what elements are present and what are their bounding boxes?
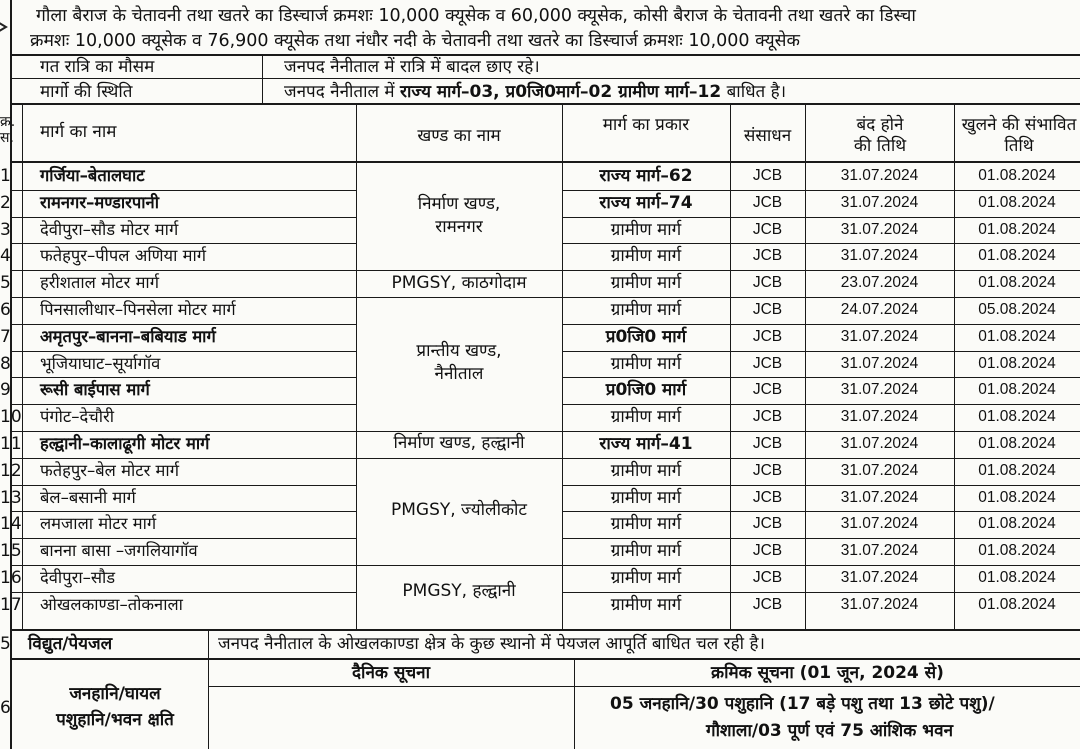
row-resource: JCB xyxy=(752,595,783,613)
arrow-marker-icon xyxy=(0,17,14,37)
division-location: नैनीताल xyxy=(434,364,484,384)
row-road-name: गर्जिया–बेतालघाट xyxy=(40,166,145,185)
rule xyxy=(10,629,1080,631)
row-open-date: 01.08.2024 xyxy=(978,488,1056,506)
row-rule xyxy=(562,485,1080,486)
row-serial: 11 xyxy=(0,434,22,454)
row-resource: JCB xyxy=(752,542,783,560)
row-closed-date: 31.07.2024 xyxy=(840,461,919,479)
road-status-text: जनपद नैनीताल में xyxy=(284,82,401,102)
row-serial: 12 xyxy=(0,460,22,481)
row-open-date: 01.08.2024 xyxy=(978,569,1056,586)
road-status-bold-text: राज्य मार्ग–03, प्र0जि0मार्ग–02 ग्रामीण मार्ग–12 xyxy=(400,82,722,102)
cumulative-info-line-2: गौशाला/03 पूर्ण एवं 75 आंशिक भवन xyxy=(706,721,954,741)
row-rule xyxy=(10,565,1080,566)
row-road-type: राज्य मार्ग–41 xyxy=(599,434,693,454)
row-road-name: देवीपुरा–सौड मोटर मार्ग xyxy=(40,219,179,239)
division-name: PMGSY, ज्योलीकोट xyxy=(390,500,528,521)
rule xyxy=(10,103,1080,105)
row-closed-date: 23.07.2024 xyxy=(840,274,919,292)
row-road-type: ग्रामीण मार्ग xyxy=(610,300,682,320)
row-road-type: ग्रामीण मार्ग xyxy=(610,594,682,615)
row-open-date: 05.08.2024 xyxy=(978,301,1056,318)
row-resource: JCB xyxy=(752,435,783,452)
road-status-value xyxy=(284,84,786,101)
row-rule xyxy=(10,270,1080,271)
rule xyxy=(208,630,209,749)
row-rule xyxy=(10,431,1080,432)
road-status-label: मार्गो की स्थिति xyxy=(40,82,133,102)
row-closed-date: 31.07.2024 xyxy=(840,220,919,238)
row-rule xyxy=(10,511,356,512)
row-road-name: पिनसालीधार–पिनसेला मोटर मार्ग xyxy=(40,300,236,319)
row-road-type: ग्रामीण मार्ग xyxy=(610,541,682,562)
row-road-type: प्र0जि0 मार्ग xyxy=(605,380,687,401)
row-closed-date: 31.07.2024 xyxy=(840,515,919,533)
row-resource: JCB xyxy=(752,167,783,184)
rule xyxy=(10,54,1080,56)
row-open-date: 01.08.2024 xyxy=(978,327,1056,345)
row-rule xyxy=(10,458,1080,459)
row-road-type: ग्रामीण मार्ग xyxy=(610,219,682,240)
casualty-label-line-2: पशुहानि/भवन क्षति xyxy=(56,710,174,730)
row-rule xyxy=(10,243,356,244)
row-serial: 10 xyxy=(0,407,22,428)
road-status-text-end: बाधित है। xyxy=(721,82,787,102)
row-open-date: 01.08.2024 xyxy=(978,515,1056,533)
row-rule xyxy=(10,217,356,218)
row-rule xyxy=(10,297,1080,298)
rule xyxy=(10,161,1080,163)
row-serial: 5 xyxy=(0,273,11,294)
row-serial: 13 xyxy=(0,487,22,508)
header-road-name: मार्ग का नाम xyxy=(40,122,117,142)
row-rule xyxy=(10,485,356,486)
row-serial: 9 xyxy=(0,380,11,401)
row-road-type: ग्रामीण मार्ग xyxy=(610,246,682,267)
row-rule xyxy=(10,351,356,352)
row-closed-date: 31.07.2024 xyxy=(840,435,919,452)
row-serial: 4 xyxy=(0,246,11,267)
row-resource: JCB xyxy=(752,247,783,265)
row-road-type: ग्रामीण मार्ग xyxy=(610,514,682,535)
weather-label: गत रात्रि का मौसम xyxy=(40,57,155,77)
cumulative-info-header: क्रमिक सूचना (01 जून, 2024 से) xyxy=(711,663,944,683)
header-serial-number: क्र. स. xyxy=(0,114,16,146)
rule xyxy=(262,55,263,104)
row-rule xyxy=(10,592,356,593)
row-open-date: 01.08.2024 xyxy=(978,435,1056,452)
row-closed-date: 31.07.2024 xyxy=(840,569,919,586)
row-road-type: ग्रामीण मार्ग xyxy=(610,407,682,428)
row-rule xyxy=(10,324,356,325)
division-name: प्रान्तीय खण्ड, xyxy=(416,341,502,361)
row-road-type: ग्रामीण मार्ग xyxy=(610,353,682,374)
rule xyxy=(10,78,1080,79)
row-closed-date: 31.07.2024 xyxy=(840,488,919,506)
row-resource: JCB xyxy=(752,408,783,426)
row-resource: JCB xyxy=(752,301,783,318)
row-road-name: ओखलकाण्डा–तोकनाला xyxy=(40,594,183,614)
row-resource: JCB xyxy=(752,461,783,479)
division-location: रामनगर xyxy=(435,216,483,237)
row-road-type: ग्रामीण मार्ग xyxy=(610,460,682,481)
row-road-type: ग्रामीण मार्ग xyxy=(610,568,682,588)
row-serial: 7 xyxy=(0,326,11,347)
row-open-date: 01.08.2024 xyxy=(978,247,1056,265)
row-road-name: रामनगर–मण्डारपानी xyxy=(40,192,159,212)
row-resource: JCB xyxy=(752,569,783,586)
barrage-discharge-line-2: क्रमशः 10,000 क्यूसेक व 76,900 क्यूसेक तथा नंधौर नदी के चेतावनी तथा खतरे का डिस्चार्ज क्रमशः 10,000 क्यूसेक xyxy=(30,31,800,51)
row-closed-date: 31.07.2024 xyxy=(840,381,919,399)
row-serial: 14 xyxy=(0,514,22,535)
row-open-date: 01.08.2024 xyxy=(978,461,1056,479)
row-resource: JCB xyxy=(752,354,783,372)
row-open-date: 01.08.2024 xyxy=(978,381,1056,399)
row-rule xyxy=(562,538,1080,539)
row-resource: JCB xyxy=(752,274,783,292)
row-open-date: 01.08.2024 xyxy=(978,220,1056,238)
row-closed-date: 31.07.2024 xyxy=(840,167,919,184)
row-serial: 15 xyxy=(0,541,22,562)
header-resource: संसाधन xyxy=(743,126,792,146)
row-serial: 8 xyxy=(0,353,11,374)
row-closed-date: 31.07.2024 xyxy=(840,595,919,613)
row-open-date: 01.08.2024 xyxy=(978,408,1056,426)
row-road-type: राज्य मार्ग–74 xyxy=(599,192,693,213)
header-road-type: मार्ग का प्रकार xyxy=(602,115,690,135)
row-rule xyxy=(562,377,1080,378)
header-closed-date: बंद होने की तिथि xyxy=(853,115,907,156)
rule xyxy=(22,104,23,629)
row-serial: 17 xyxy=(0,594,22,615)
header-expected-open-date: खुलने की संभावित तिथि xyxy=(961,115,1077,156)
row-rule xyxy=(562,351,1080,352)
rule xyxy=(208,686,1080,687)
electricity-value: जनपद नैनीताल के ओखलकाण्डा क्षेत्र के कुछ स्थानो में पेयजल आपूर्ति बाधित चल रही है। xyxy=(218,634,765,654)
row-open-date: 01.08.2024 xyxy=(978,274,1056,292)
row-serial: 6 xyxy=(0,300,11,320)
row-road-name: फतेहपुर–पीपल अणिया मार्ग xyxy=(40,246,207,266)
casualty-label-line-1: जनहानि/घायल xyxy=(69,684,161,704)
barrage-discharge-line-1: गौला बैराज के चेतावनी तथा खतरे का डिस्चार्ज क्रमशः 10,000 क्यूसेक व 60,000 क्यूसेक, कोसी बैराज के चेतावनी तथा खतरे का डिस्चा xyxy=(36,6,916,26)
row-serial: 16 xyxy=(0,568,22,588)
header-division: खण्ड का नाम xyxy=(417,126,501,146)
row-closed-date: 24.07.2024 xyxy=(840,301,919,318)
division-name: PMGSY, हल्द्वानी xyxy=(402,580,516,601)
row-road-name: फतेहपुर–बेल मोटर मार्ग xyxy=(40,460,179,480)
row-rule xyxy=(10,377,356,378)
row-rule xyxy=(562,243,1080,244)
casualty-serial: 6 xyxy=(0,698,11,718)
row-serial: 3 xyxy=(0,219,11,240)
row-road-name: हरीशताल मोटर मार्ग xyxy=(40,273,159,293)
row-resource: JCB xyxy=(752,220,783,238)
row-open-date: 01.08.2024 xyxy=(978,595,1056,613)
row-road-type: राज्य मार्ग–62 xyxy=(599,166,693,186)
row-closed-date: 31.07.2024 xyxy=(840,247,919,265)
row-open-date: 01.08.2024 xyxy=(978,354,1056,372)
row-road-type: ग्रामीण मार्ग xyxy=(610,487,682,508)
division-name: निर्माण खण्ड, xyxy=(417,193,501,214)
row-rule xyxy=(562,190,1080,191)
row-rule xyxy=(562,217,1080,218)
row-rule xyxy=(10,190,356,191)
row-open-date: 01.08.2024 xyxy=(978,193,1056,211)
row-road-name: पंगोट–देचौरी xyxy=(40,407,115,427)
row-resource: JCB xyxy=(752,488,783,506)
row-resource: JCB xyxy=(752,515,783,533)
row-serial: 1 xyxy=(0,166,11,186)
row-closed-date: 31.07.2024 xyxy=(840,542,919,560)
row-closed-date: 31.07.2024 xyxy=(840,354,919,372)
row-road-name: बेल–बसानी मार्ग xyxy=(40,487,136,507)
row-road-name: हल्द्वानी–कालाढूगी मोटर मार्ग xyxy=(40,434,210,453)
row-rule xyxy=(562,511,1080,512)
row-road-name: देवीपुरा–सौड xyxy=(40,568,116,587)
row-road-name: भूजियाघाट–सूर्यागॉव xyxy=(40,353,161,373)
row-road-type: प्र0जि0 मार्ग xyxy=(605,326,687,347)
row-serial: 2 xyxy=(0,192,11,213)
row-rule xyxy=(10,538,356,539)
daily-info-header: दैनिक सूचना xyxy=(352,663,430,683)
row-open-date: 01.08.2024 xyxy=(978,542,1056,560)
row-closed-date: 31.07.2024 xyxy=(840,327,919,345)
row-road-name: रूसी बाईपास मार्ग xyxy=(40,380,150,400)
row-road-name: लमजाला मोटर मार्ग xyxy=(40,514,157,534)
row-rule xyxy=(562,404,1080,405)
row-rule xyxy=(562,592,1080,593)
electricity-label: विद्युत/पेयजल xyxy=(28,634,113,654)
row-resource: JCB xyxy=(752,327,783,345)
row-closed-date: 31.07.2024 xyxy=(840,193,919,211)
division-name: PMGSY, काठगोदाम xyxy=(391,272,527,293)
row-closed-date: 31.07.2024 xyxy=(840,408,919,426)
row-resource: JCB xyxy=(752,381,783,399)
cumulative-info-line-1: 05 जनहानि/30 पशुहानि (17 बड़े पशु तथा 13 छोटे पशु)/ xyxy=(610,694,995,714)
row-open-date: 01.08.2024 xyxy=(978,167,1056,184)
row-rule xyxy=(10,404,356,405)
row-rule xyxy=(562,324,1080,325)
row-road-type: ग्रामीण मार्ग xyxy=(610,273,682,294)
row-road-name: बानना बासा –जगलियागॉव xyxy=(40,541,198,561)
electricity-serial: 5 xyxy=(0,634,11,654)
division-name: निर्माण खण्ड, हल्द्वानी xyxy=(393,433,525,454)
row-road-name: अमृतपुर–बानना–बबियाड मार्ग xyxy=(40,326,216,346)
rule xyxy=(10,658,1080,660)
weather-value: जनपद नैनीताल में रात्रि में बादल छाए रहे। xyxy=(284,57,540,77)
row-resource: JCB xyxy=(752,193,783,211)
